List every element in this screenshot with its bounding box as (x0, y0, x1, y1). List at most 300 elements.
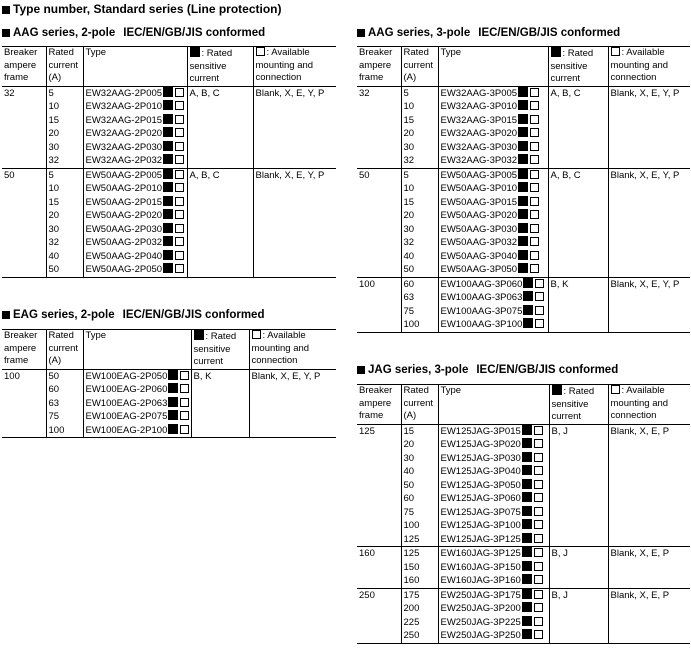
rated-current-value: 250 (403, 630, 420, 641)
type-number: EW50AAG-3P015 (441, 196, 546, 210)
rated-current-value: 5 (403, 87, 409, 99)
open-square-icon (530, 264, 539, 273)
header-line: mounting and (610, 59, 669, 71)
filled-square-icon (168, 383, 178, 393)
rated-current-value: 75 (403, 305, 415, 317)
header-line: Breaker (4, 47, 38, 58)
frame-group-row (357, 86, 690, 168)
header-line: : Rated (194, 330, 247, 344)
header-line: : Available (611, 385, 689, 398)
type-number: EW32AAG-2P010 (86, 100, 185, 114)
mounting-cell: Blank, X, E, Y, P (608, 86, 690, 168)
header-frame (2, 330, 46, 370)
open-square-icon (534, 534, 543, 543)
rated-current-value: 20 (403, 439, 415, 450)
rated-current-value: 200 (403, 603, 420, 614)
rated-current-value: 125 (403, 548, 420, 559)
mounting-cell: Blank, X, E, Y, P (249, 369, 336, 438)
type-number: EW32AAG-2P032 (86, 154, 185, 168)
header-line: connection (610, 72, 657, 83)
open-square-icon (175, 237, 184, 246)
type-number: EW100AAG-3P100 (441, 318, 546, 332)
filled-square-icon (163, 127, 173, 137)
filled-square-icon (522, 452, 532, 462)
filled-square-icon (168, 424, 178, 434)
type-cell (438, 547, 549, 589)
filled-square-icon (357, 366, 365, 374)
rated-current-value: 32 (48, 155, 60, 166)
header-frame (2, 47, 46, 87)
frame-cell: 100 (2, 369, 46, 438)
open-square-icon (534, 562, 543, 571)
header-line: : Rated (190, 47, 251, 61)
filled-square-icon (523, 318, 533, 328)
open-square-icon (175, 128, 184, 137)
open-square-icon (530, 88, 539, 97)
current-cell (46, 86, 83, 168)
type-number: EW125JAG-3P075 (441, 506, 547, 520)
open-square-icon (252, 330, 261, 339)
header-line: Rated (48, 330, 74, 341)
open-square-icon (534, 630, 543, 639)
type-number: EW125JAG-3P015 (441, 425, 547, 439)
open-square-icon (534, 590, 543, 599)
header-sensitive (191, 330, 249, 370)
frame-cell: 32 (2, 86, 46, 168)
header-sensitive (187, 47, 253, 87)
header-line: (A) (403, 72, 417, 83)
filled-square-icon (518, 141, 528, 151)
current-cell (46, 168, 83, 277)
header-line: (A) (48, 355, 62, 366)
mounting-cell: Blank, X, E, Y, P (608, 277, 690, 332)
open-square-icon (530, 170, 539, 179)
header-type: Type (83, 330, 191, 370)
filled-square-icon (518, 114, 528, 124)
header-line: sensitive (189, 60, 227, 72)
sensitive-current-cell: B, J (549, 588, 608, 643)
type-cell (438, 588, 549, 643)
filled-square-icon (518, 196, 528, 206)
frame-cell: 250 (357, 588, 401, 643)
open-square-icon (175, 251, 184, 260)
header-row (357, 385, 690, 425)
header-line: connection (251, 355, 298, 366)
sensitive-current-cell: A, B, C (187, 168, 253, 277)
header-line: frame (4, 355, 29, 366)
rated-current-value: 10 (48, 183, 60, 194)
rated-current-value: 5 (48, 87, 54, 99)
header-line: ampere (359, 397, 392, 409)
frame-cell: 50 (357, 168, 401, 277)
type-number: EW50AAG-2P050 (86, 263, 185, 277)
open-square-icon (175, 197, 184, 206)
rated-current-value: 60 (403, 278, 415, 290)
type-number: EW50AAG-3P032 (441, 236, 546, 250)
type-number: EW32AAG-3P030 (441, 141, 546, 155)
type-number: EW250JAG-3P200 (441, 602, 547, 616)
header-mounting (608, 385, 690, 425)
mounting-cell: Blank, X, E, P (608, 547, 690, 589)
type-number: EW32AAG-3P015 (441, 114, 546, 128)
type-number: EW100EAG-2P050 (86, 370, 189, 384)
type-number: EW100EAG-2P075 (86, 410, 189, 424)
header-sensitive (549, 385, 608, 425)
rated-current-value: 15 (48, 114, 60, 126)
frame-group-row (357, 424, 690, 547)
header-line: frame (4, 72, 29, 83)
open-square-icon (534, 439, 543, 448)
rated-current-value: 10 (48, 101, 60, 112)
filled-square-icon (518, 250, 528, 260)
type-number: EW250JAG-3P250 (441, 629, 547, 643)
header-line: : Available (256, 47, 335, 60)
type-number: EW160JAG-3P160 (441, 574, 547, 588)
header-line: ampere (4, 342, 37, 354)
type-number: EW125JAG-3P020 (441, 438, 547, 452)
header-line: ampere (359, 59, 392, 71)
filled-square-icon (522, 561, 532, 571)
filled-square-icon (518, 87, 528, 97)
header-line: mounting and (255, 59, 314, 71)
filled-square-icon (522, 547, 532, 557)
type-cell (83, 86, 187, 168)
open-square-icon (180, 411, 189, 420)
section-title-eag-2pole: EAG series, 2-pole IEC/EN/GB/JIS conformed (2, 309, 264, 321)
header-line: Rated (48, 47, 74, 58)
filled-square-icon (168, 370, 178, 380)
rated-current-value: 32 (403, 155, 415, 166)
open-square-icon (530, 224, 539, 233)
filled-square-icon (522, 574, 532, 584)
filled-square-icon (523, 278, 533, 288)
eag-2pole-table (2, 329, 336, 438)
header-line: frame (359, 410, 384, 421)
open-square-icon (530, 128, 539, 137)
open-square-icon (175, 210, 184, 219)
open-square-icon (175, 170, 184, 179)
type-number: EW50AAG-2P030 (86, 223, 185, 237)
open-square-icon (534, 507, 543, 516)
rated-current-value: 50 (48, 264, 60, 275)
open-square-icon (175, 142, 184, 151)
rated-current-value: 125 (403, 533, 420, 545)
rated-current-value: 30 (48, 141, 60, 153)
type-cell (438, 168, 548, 277)
type-number: EW50AAG-3P040 (441, 250, 546, 264)
type-number: EW50AAG-2P040 (86, 250, 185, 264)
type-number: EW50AAG-2P032 (86, 236, 185, 250)
header-line: Breaker (359, 47, 393, 58)
header-line: current (403, 59, 434, 71)
open-square-icon (175, 264, 184, 273)
filled-square-icon (518, 100, 528, 110)
filled-square-icon (523, 305, 533, 315)
rated-current-value: 50 (403, 479, 415, 491)
open-square-icon (534, 548, 543, 557)
open-square-icon (534, 520, 543, 529)
header-line: current (550, 73, 581, 84)
header-line: Breaker (4, 330, 38, 341)
header-line: current (193, 356, 224, 367)
header-line: current (48, 59, 79, 71)
rated-current-value: 32 (403, 237, 415, 248)
filled-square-icon (522, 616, 532, 626)
filled-square-icon (163, 209, 173, 219)
header-line: (A) (403, 410, 417, 421)
mounting-cell: Blank, X, E, P (608, 588, 690, 643)
header-mounting (253, 47, 336, 87)
rated-current-value: 20 (48, 210, 60, 221)
header-line: current (189, 73, 220, 84)
header-line: mounting and (251, 342, 310, 354)
header-line: (A) (48, 72, 62, 83)
filled-square-icon (522, 629, 532, 639)
type-number: EW50AAG-3P020 (441, 209, 546, 223)
open-square-icon (534, 617, 543, 626)
mounting-cell: Blank, X, E, Y, P (253, 86, 336, 168)
open-square-icon (530, 115, 539, 124)
sensitive-current-cell: B, J (549, 547, 608, 589)
type-cell (83, 168, 187, 277)
type-number: EW50AAG-2P010 (86, 182, 185, 196)
rated-current-value: 20 (403, 210, 415, 221)
header-row (2, 47, 336, 87)
type-number: EW32AAG-3P032 (441, 154, 546, 168)
header-line: mounting and (610, 397, 669, 409)
open-square-icon (535, 292, 544, 301)
filled-square-icon (163, 154, 173, 164)
frame-cell: 160 (357, 547, 401, 589)
frame-group-row (2, 86, 336, 168)
header-frame (357, 385, 401, 425)
rated-current-value: 63 (403, 292, 415, 303)
type-number: EW32AAG-2P020 (86, 127, 185, 141)
open-square-icon (175, 183, 184, 192)
open-square-icon (534, 480, 543, 489)
header-current (401, 385, 438, 425)
open-square-icon (535, 279, 544, 288)
type-number: EW100AAG-3P075 (441, 305, 546, 319)
type-number: EW50AAG-2P005 (86, 169, 185, 183)
frame-group-row (357, 168, 690, 277)
rated-current-value: 40 (48, 250, 60, 262)
header-line: frame (359, 72, 384, 83)
type-number: EW100AAG-3P060 (441, 278, 546, 292)
type-number: EW50AAG-2P015 (86, 196, 185, 210)
header-line: sensitive (550, 60, 588, 72)
frame-group-row (2, 369, 336, 438)
rated-current-value: 15 (48, 196, 60, 208)
type-number: EW32AAG-3P005 (441, 87, 546, 101)
section-title-jag-3pole: JAG series, 3-pole IEC/EN/GB/JIS conformed (357, 364, 618, 376)
current-cell (46, 369, 83, 438)
sensitive-current-cell: B, J (549, 424, 608, 547)
rated-current-value: 63 (48, 397, 60, 409)
type-number: EW50AAG-3P005 (441, 169, 546, 183)
rated-current-value: 75 (48, 411, 60, 422)
type-number: EW32AAG-2P005 (86, 87, 185, 101)
open-square-icon (175, 101, 184, 110)
filled-square-icon (522, 519, 532, 529)
type-number: EW32AAG-2P030 (86, 141, 185, 155)
filled-square-icon (163, 223, 173, 233)
mounting-cell: Blank, X, E, Y, P (608, 168, 690, 277)
rated-current-value: 150 (403, 561, 420, 573)
type-number: EW250JAG-3P175 (441, 589, 547, 603)
filled-square-icon (194, 330, 204, 340)
sensitive-current-cell: B, K (548, 277, 608, 332)
rated-current-value: 30 (403, 452, 415, 464)
filled-square-icon (518, 182, 528, 192)
section-title-aag-2pole: AAG series, 2-pole IEC/EN/GB/JIS conformed (2, 27, 265, 39)
type-number: EW32AAG-3P020 (441, 127, 546, 141)
open-square-icon (534, 575, 543, 584)
open-square-icon (180, 425, 189, 434)
header-line: Breaker (359, 385, 393, 396)
frame-group-row (357, 547, 690, 589)
filled-square-icon (163, 182, 173, 192)
sensitive-current-cell: A, B, C (187, 86, 253, 168)
rated-current-value: 15 (403, 114, 415, 126)
rated-current-value: 40 (403, 466, 415, 477)
filled-square-icon (190, 47, 200, 57)
type-number: EW125JAG-3P125 (441, 533, 547, 547)
open-square-icon (534, 603, 543, 612)
header-sensitive (548, 47, 608, 87)
type-number: EW100EAG-2P063 (86, 397, 189, 411)
type-number: EW125JAG-3P060 (441, 492, 547, 506)
filled-square-icon (522, 506, 532, 516)
current-cell (401, 86, 438, 168)
filled-square-icon (522, 589, 532, 599)
header-frame (357, 47, 401, 87)
filled-square-icon (518, 127, 528, 137)
filled-square-icon (523, 291, 533, 301)
filled-square-icon (168, 410, 178, 420)
frame-cell: 32 (357, 86, 401, 168)
frame-cell: 125 (357, 424, 401, 547)
filled-square-icon (522, 438, 532, 448)
open-square-icon (534, 493, 543, 502)
filled-square-icon (2, 311, 10, 319)
type-number: EW32AAG-2P015 (86, 114, 185, 128)
header-row (357, 47, 690, 87)
rated-current-value: 20 (48, 128, 60, 139)
open-square-icon (530, 251, 539, 260)
filled-square-icon (522, 533, 532, 543)
open-square-icon (611, 47, 620, 56)
filled-square-icon (2, 6, 10, 14)
rated-current-value: 50 (48, 370, 60, 382)
filled-square-icon (522, 425, 532, 435)
filled-square-icon (2, 29, 10, 37)
type-number: EW125JAG-3P100 (441, 519, 547, 533)
type-number: EW160JAG-3P150 (441, 561, 547, 575)
frame-cell: 50 (2, 168, 46, 277)
open-square-icon (534, 466, 543, 475)
rated-current-value: 175 (403, 589, 420, 601)
filled-square-icon (552, 385, 562, 395)
open-square-icon (530, 237, 539, 246)
aag-2pole-table (2, 46, 336, 278)
filled-square-icon (163, 236, 173, 246)
header-type: Type (83, 47, 187, 87)
header-row (2, 330, 336, 370)
filled-square-icon (522, 465, 532, 475)
header-line: sensitive (193, 343, 231, 355)
rated-current-value: 5 (403, 169, 409, 181)
section-title-aag-3pole: AAG series, 3-pole IEC/EN/GB/JIS conformed (357, 27, 620, 39)
rated-current-value: 30 (403, 223, 415, 235)
filled-square-icon (551, 47, 561, 57)
header-type: Type (438, 385, 549, 425)
rated-current-value: 20 (403, 128, 415, 139)
header-current (46, 47, 83, 87)
type-cell (83, 369, 191, 438)
open-square-icon (530, 155, 539, 164)
type-cell (438, 424, 549, 547)
rated-current-value: 32 (48, 237, 60, 248)
filled-square-icon (522, 602, 532, 612)
header-mounting (249, 330, 336, 370)
mounting-cell: Blank, X, E, Y, P (253, 168, 336, 277)
rated-current-value: 15 (403, 425, 415, 437)
header-line: ampere (4, 59, 37, 71)
current-cell (401, 277, 438, 332)
filled-square-icon (518, 154, 528, 164)
rated-current-value: 100 (403, 319, 420, 330)
filled-square-icon (357, 29, 365, 37)
open-square-icon (530, 183, 539, 192)
rated-current-value: 75 (403, 506, 415, 518)
header-line: connection (610, 410, 657, 421)
filled-square-icon (163, 114, 173, 124)
type-number: EW125JAG-3P050 (441, 479, 547, 493)
filled-square-icon (518, 263, 528, 273)
header-line: : Rated (552, 385, 606, 399)
rated-current-value: 40 (403, 250, 415, 262)
filled-square-icon (163, 250, 173, 260)
rated-current-value: 50 (403, 264, 415, 275)
open-square-icon (180, 384, 189, 393)
type-number: EW125JAG-3P040 (441, 465, 547, 479)
filled-square-icon (518, 223, 528, 233)
header-current (46, 330, 83, 370)
open-square-icon (256, 47, 265, 56)
filled-square-icon (163, 169, 173, 179)
open-square-icon (534, 426, 543, 435)
filled-square-icon (163, 87, 173, 97)
aag-3pole-table (357, 46, 690, 333)
open-square-icon (530, 101, 539, 110)
rated-current-value: 60 (48, 384, 60, 395)
header-line: Rated (403, 47, 429, 58)
filled-square-icon (163, 196, 173, 206)
open-square-icon (180, 371, 189, 380)
open-square-icon (534, 453, 543, 462)
open-square-icon (611, 385, 620, 394)
rated-current-value: 100 (48, 424, 65, 436)
open-square-icon (530, 210, 539, 219)
open-square-icon (530, 197, 539, 206)
open-square-icon (175, 88, 184, 97)
type-cell (438, 86, 548, 168)
filled-square-icon (518, 169, 528, 179)
frame-group-row (357, 588, 690, 643)
type-number: EW32AAG-3P010 (441, 100, 546, 114)
rated-current-value: 10 (403, 183, 415, 194)
